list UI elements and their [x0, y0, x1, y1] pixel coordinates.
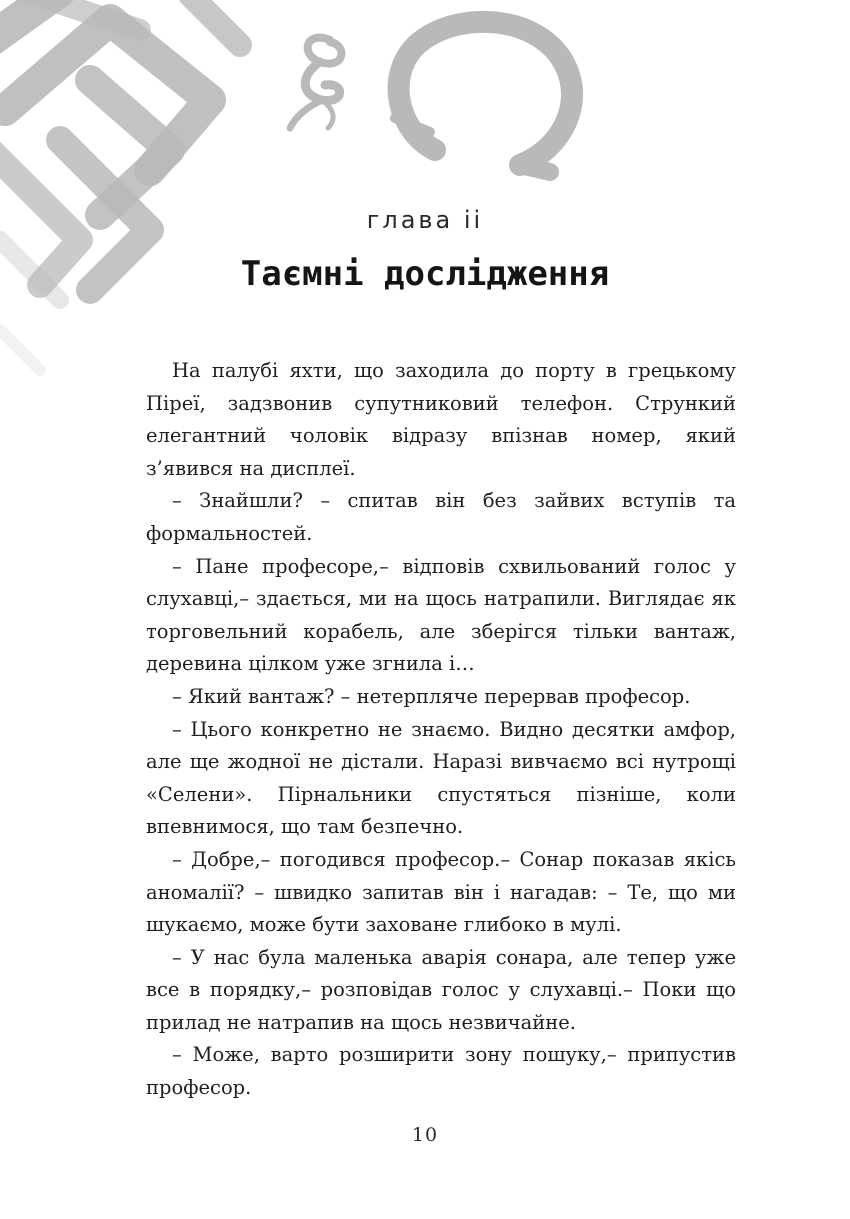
- chapter-label: глава ii: [366, 206, 484, 234]
- swirl-ornament: [290, 38, 341, 128]
- paragraph: – Добре,– погодився професор.– Сонар показав якісь аномалії? – швидко запитав він і нагадав: – Те, що ми шукаємо, може бути заховане глибоко в мулі.: [146, 847, 736, 937]
- paragraph: – Який вантаж? – нетерпляче перервав професор.: [172, 684, 691, 708]
- angular-glyph-ornament: [0, 0, 240, 370]
- paragraph: – Може, варто розширити зону пошуку,– припустив професор.: [146, 1043, 736, 1100]
- omega-ornament: [395, 22, 572, 172]
- page-number: 10: [411, 1124, 439, 1146]
- paragraph: На палубі яхти, що заходила до порту в грецькому Піреї, задзвонив супутниковий телефон. Стрункий елегантний чоловік відразу впізнав номер, який з’явився на дисплеї.: [146, 359, 736, 480]
- chapter-body: [146, 355, 736, 1105]
- paragraph: – Пане професоре,– відповів схвильований голос у слухавці,– здається, ми на щось натрапили. Виглядає як торговельний корабель, але зберігся тільки вантаж, деревина цілком уже згнила і…: [146, 554, 736, 676]
- paragraph: – Цього конкретно не знаємо. Видно десятки амфор, але ще жодної не дістали. Наразі вивчаємо всі нутрощі «Селени». Пірнальники спустяться пізніше, коли впевнимося, що там безпечно.: [146, 717, 736, 839]
- chapter-title: Таємні дослідження: [240, 254, 610, 294]
- paragraph: – Знайшли? – спитав він без зайвих вступів та формальностей.: [146, 489, 736, 545]
- paragraph: – У нас була маленька аварія сонара, але тепер уже все в порядку,– розповідав голос у слухавці.– Поки що прилад не натрапив на щось незвичайне.: [146, 945, 736, 1034]
